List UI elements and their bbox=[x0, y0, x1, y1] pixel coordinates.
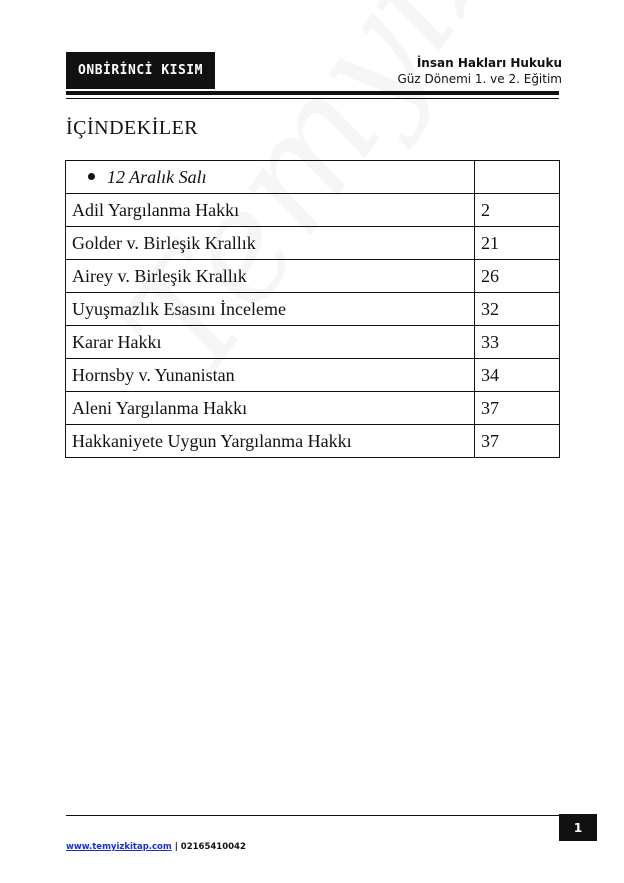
toc-row[interactable] bbox=[66, 359, 560, 392]
toc-entry-title: Aleni Yargılanma Hakkı bbox=[66, 392, 475, 425]
toc-row[interactable] bbox=[66, 260, 560, 293]
toc-row[interactable] bbox=[66, 194, 560, 227]
toc-section-cell bbox=[66, 161, 475, 194]
toc-entry-title: Adil Yargılanma Hakkı bbox=[66, 194, 475, 227]
part-label-badge: ONBİRİNCİ KISIM bbox=[66, 52, 215, 89]
website-link[interactable]: www.temyizkitap.com bbox=[66, 842, 172, 852]
toc-entry-page: 32 bbox=[475, 293, 560, 326]
toc-entry-title: Hornsby v. Yunanistan bbox=[66, 359, 475, 392]
bullet-icon bbox=[88, 173, 95, 180]
footer-contact bbox=[66, 842, 246, 852]
toc-section-row bbox=[66, 161, 560, 194]
toc-entry-page: 33 bbox=[475, 326, 560, 359]
toc-row[interactable] bbox=[66, 392, 560, 425]
toc-row[interactable] bbox=[66, 227, 560, 260]
toc-entry-title: Hakkaniyete Uygun Yargılanma Hakkı bbox=[66, 425, 475, 458]
toc-entry-page: 21 bbox=[475, 227, 560, 260]
course-title: İnsan Hakları Hukuku bbox=[416, 56, 562, 70]
toc-entry-page: 37 bbox=[475, 392, 560, 425]
toc-entry-title: Karar Hakkı bbox=[66, 326, 475, 359]
footer-rule bbox=[66, 815, 559, 816]
toc-entry-title: Uyuşmazlık Esasını İnceleme bbox=[66, 293, 475, 326]
page-number: 1 bbox=[559, 814, 597, 841]
header-rule-thin bbox=[66, 98, 559, 99]
toc-entry-title: Golder v. Birleşik Krallık bbox=[66, 227, 475, 260]
toc-entry-page: 37 bbox=[475, 425, 560, 458]
toc-table bbox=[65, 160, 560, 458]
toc-section-label: 12 Aralık Salı bbox=[107, 166, 207, 187]
toc-row[interactable] bbox=[66, 293, 560, 326]
toc-row[interactable] bbox=[66, 326, 560, 359]
toc-row[interactable] bbox=[66, 425, 560, 458]
course-subtitle: Güz Dönemi 1. ve 2. Eğitim bbox=[397, 72, 562, 86]
toc-heading: İÇİNDEKİLER bbox=[66, 117, 199, 139]
header-rule-thick bbox=[66, 91, 559, 95]
toc-entry-page: 34 bbox=[475, 359, 560, 392]
course-header bbox=[397, 55, 562, 87]
toc-entry-title: Airey v. Birleşik Krallık bbox=[66, 260, 475, 293]
toc-entry-page: 2 bbox=[475, 194, 560, 227]
phone-number: 02165410042 bbox=[180, 842, 246, 852]
footer-separator: | bbox=[174, 842, 178, 852]
toc-entry-page: 26 bbox=[475, 260, 560, 293]
toc-section-page-cell bbox=[475, 161, 560, 194]
